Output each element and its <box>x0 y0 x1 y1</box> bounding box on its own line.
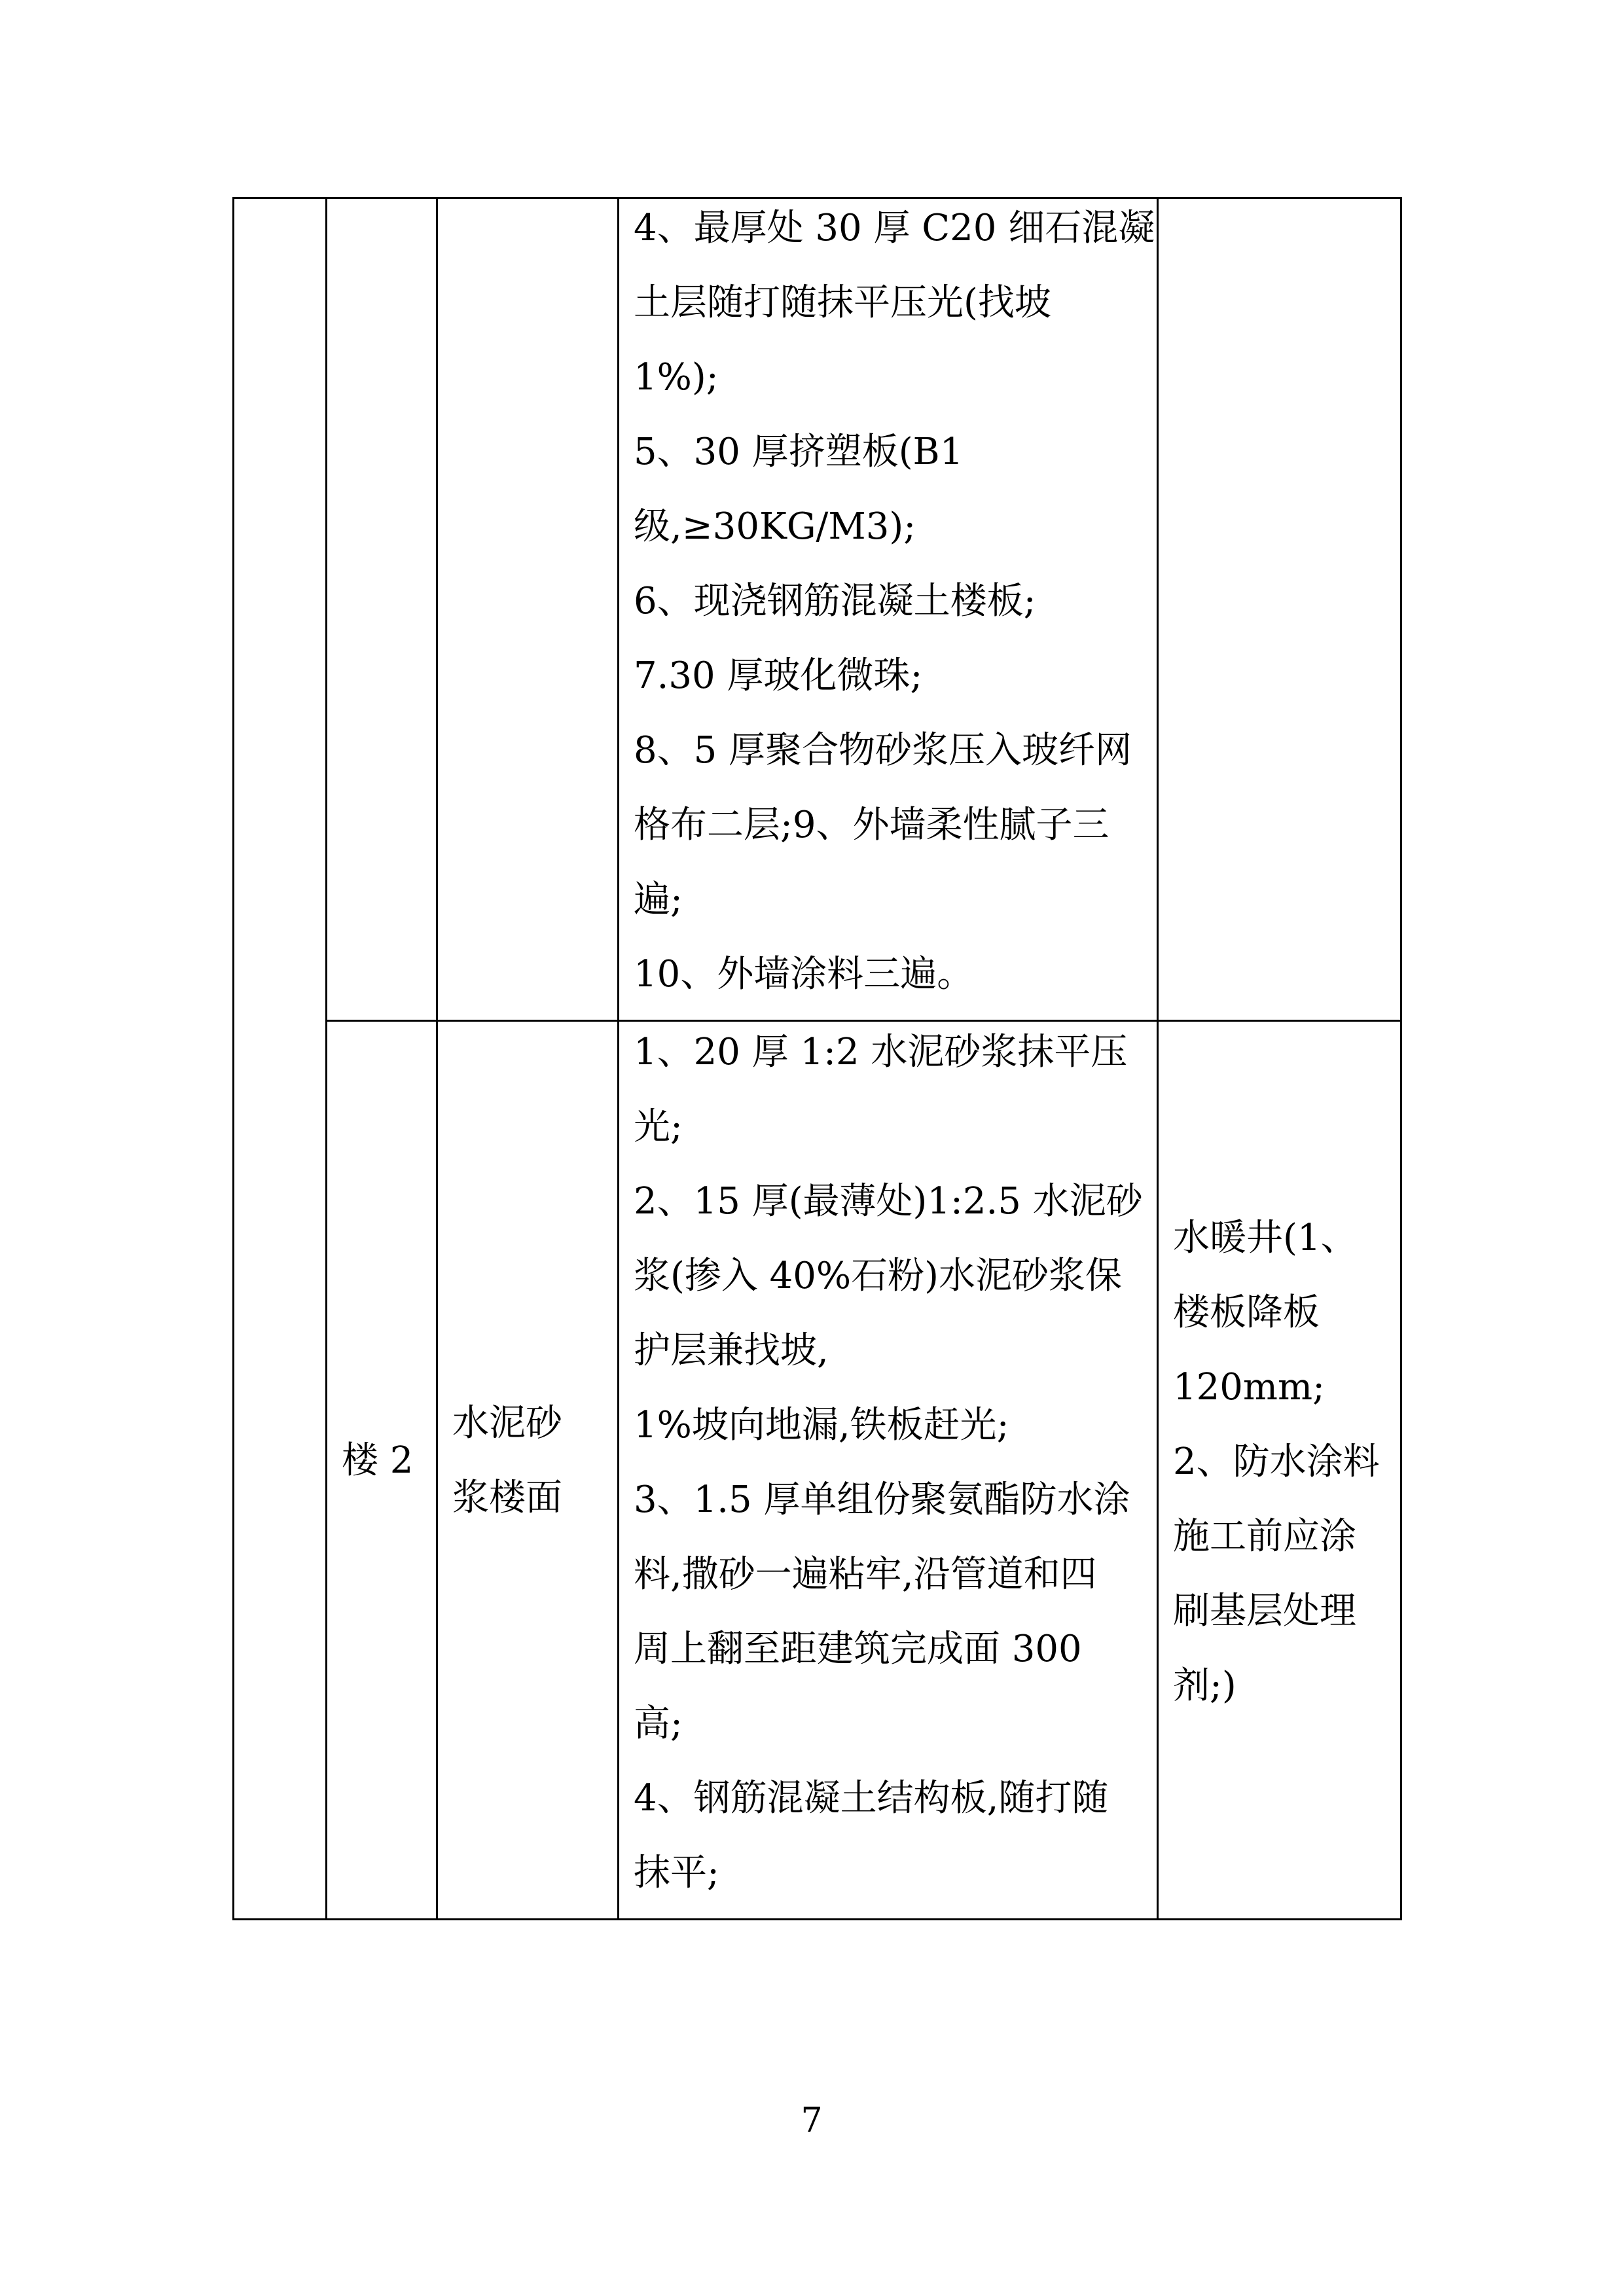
row2-remarks-line: 刷基层处理 <box>1173 1590 1356 1632</box>
page-number: 7 <box>801 2101 823 2140</box>
table-col-divider-1 <box>325 197 327 1920</box>
row2-name-line: 浆楼面 <box>452 1477 562 1519</box>
row1-construction-line: 1%); <box>634 356 719 399</box>
row1-construction-line: 7.30 厚玻化微珠; <box>634 655 923 697</box>
row1-construction-line: 6、现浇钢筋混凝土楼板; <box>634 580 1036 622</box>
table-border-left <box>232 197 234 1920</box>
table-col-divider-4 <box>1157 197 1159 1920</box>
row1-construction-line: 级,≥30KG/M3); <box>634 505 916 548</box>
table-border-bottom <box>232 1918 1402 1920</box>
row2-construction-line: 2、15 厚(最薄处)1:2.5 水泥砂 <box>634 1180 1143 1223</box>
row1-construction-line: 土层随打随抹平压光(找坡 <box>634 281 1051 324</box>
row1-construction-line: 8、5 厚聚合物砂浆压入玻纤网 <box>634 729 1132 772</box>
row2-remarks-line: 2、防水涂料 <box>1173 1441 1380 1483</box>
row2-construction-line: 周上翻至距建筑完成面 300 <box>634 1628 1082 1670</box>
row2-code: 楼 2 <box>342 1439 414 1482</box>
row1-construction-line: 格布二层;9、外墙柔性腻子三 <box>634 804 1110 846</box>
row1-construction-cell <box>634 191 1155 1012</box>
row2-remarks-line: 120mm; <box>1173 1366 1325 1408</box>
row2-remarks-line: 剂;) <box>1173 1664 1236 1707</box>
row2-construction-line: 浆(掺入 40%石粉)水泥砂浆保 <box>634 1255 1122 1297</box>
row2-construction-line: 高; <box>634 1702 683 1745</box>
table-col-divider-2 <box>436 197 438 1920</box>
row2-construction-line: 1、20 厚 1:2 水泥砂浆抹平压 <box>634 1031 1128 1073</box>
row2-construction-line: 抹平; <box>634 1852 719 1894</box>
row2-name-cell <box>452 1386 562 1535</box>
row2-name-line: 水泥砂 <box>452 1402 562 1444</box>
row2-construction-cell <box>634 1015 1143 1910</box>
table-col-divider-3 <box>617 197 619 1920</box>
row2-code-cell <box>342 1424 413 1498</box>
row2-remarks-line: 楼板降板 <box>1173 1291 1320 1334</box>
row1-construction-line: 5、30 厚挤塑板(B1 <box>634 431 964 473</box>
row1-construction-line: 遍; <box>634 878 683 921</box>
table-border-right <box>1400 197 1402 1920</box>
row1-construction-line: 10、外墙涂料三遍。 <box>634 953 974 996</box>
row2-construction-line: 护层兼找坡, <box>634 1329 829 1372</box>
row2-construction-line: 料,撒砂一遍粘牢,沿管道和四 <box>634 1553 1097 1596</box>
row2-construction-line: 3、1.5 厚单组份聚氨酯防水涂 <box>634 1479 1130 1521</box>
row2-construction-line: 光; <box>634 1105 683 1148</box>
row2-remarks-cell <box>1173 1201 1380 1723</box>
row2-construction-line: 4、钢筋混凝土结构板,随打随 <box>634 1777 1109 1820</box>
row2-construction-line: 1%坡向地漏,铁板赶光; <box>634 1404 1009 1446</box>
row1-construction-line: 4、最厚处 30 厚 C20 细石混凝 <box>634 207 1155 249</box>
row2-remarks-line: 施工前应涂 <box>1173 1515 1356 1558</box>
row2-remarks-line: 水暖井(1、 <box>1173 1217 1358 1259</box>
